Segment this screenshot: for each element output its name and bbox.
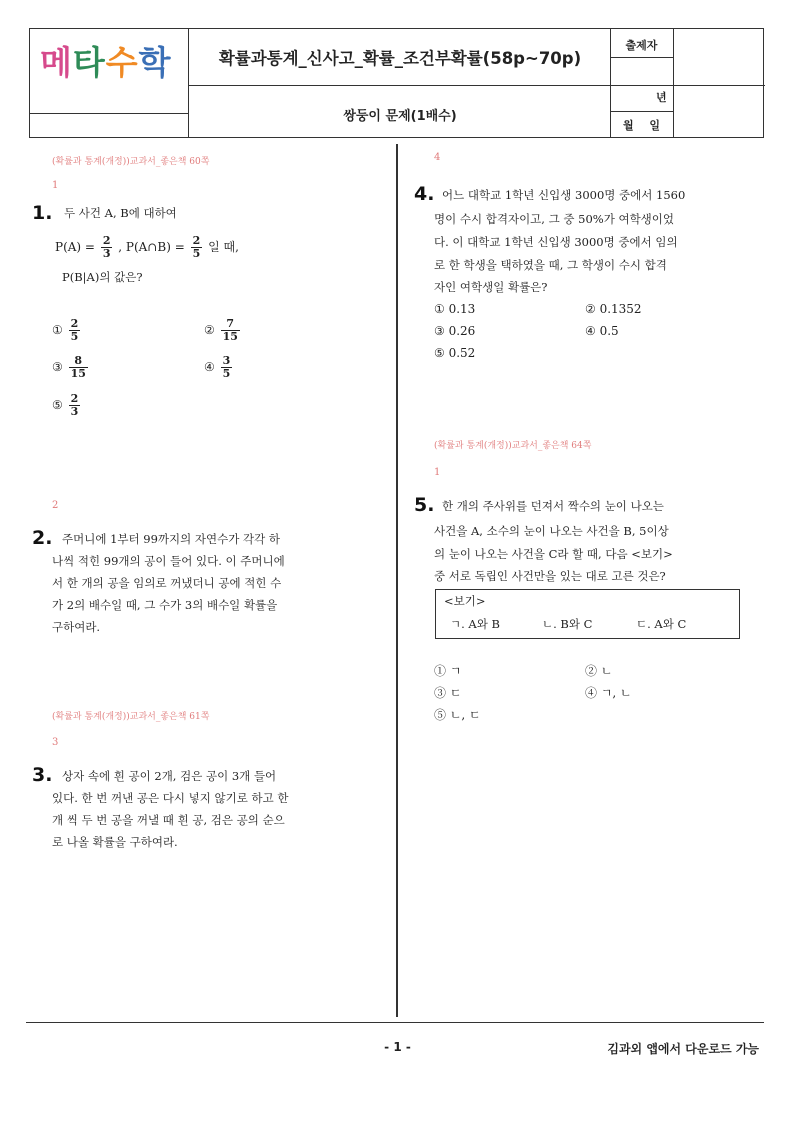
question-number: 2. xyxy=(32,527,53,549)
header-divider xyxy=(30,113,188,114)
answer-option xyxy=(52,393,82,418)
question-number: 3. xyxy=(32,764,53,786)
logo-char: 학 xyxy=(138,43,172,82)
maker-label: 출제자 xyxy=(625,39,658,52)
answer-option xyxy=(204,318,242,343)
monthday-label: 월 일 xyxy=(622,119,661,132)
question-text: 주머니에 1부터 99까지의 자연수가 각각 하 xyxy=(62,532,280,546)
fraction xyxy=(221,318,240,343)
fraction xyxy=(221,355,233,380)
answer-option xyxy=(204,355,234,380)
question-text: 로 나올 확률을 구하여라. xyxy=(52,835,178,849)
answer-option: ③ 0.26 xyxy=(434,324,476,338)
fraction xyxy=(101,235,113,260)
question-text: 명이 수시 합격자이고, 그 중 50%가 여학생이었 xyxy=(434,212,675,226)
numerator: 7 xyxy=(221,318,240,331)
fraction xyxy=(69,318,81,343)
option-mark: ⑤ xyxy=(52,398,63,412)
question-number: 5. xyxy=(414,494,435,516)
question-source: (확률과 통계(개정))교과서_좋은책 64쪽 xyxy=(434,441,592,451)
numerator: 2 xyxy=(70,317,79,330)
question-text: 한 개의 주사위를 던져서 짝수의 눈이 나오는 xyxy=(442,499,664,513)
question-small-number: 4 xyxy=(434,152,441,163)
fraction xyxy=(69,393,81,418)
numerator: 2 xyxy=(102,234,111,247)
answer-option: ② 0.1352 xyxy=(585,302,642,316)
logo xyxy=(40,43,172,83)
question-text: 의 눈이 나오는 사건을 C라 할 때, 다음 <보기> xyxy=(434,547,673,561)
option-mark: ③ xyxy=(52,360,63,374)
answer-option: ⑤ 0.52 xyxy=(434,346,476,360)
header-divider xyxy=(673,29,674,137)
question-source: (확률과 통계(개정))교과서_좋은책 61쪽 xyxy=(52,712,210,722)
question-condition xyxy=(55,232,239,262)
column-divider xyxy=(396,144,398,1017)
question-text: 어느 대학교 1학년 신입생 3000명 중에서 1560 xyxy=(442,188,686,202)
denominator: 3 xyxy=(102,247,111,260)
answer-option: ① ㄱ xyxy=(434,664,462,678)
numerator: 8 xyxy=(69,355,88,368)
condition-tail: 일 때, xyxy=(208,240,239,254)
condition-lhs: P(A) = xyxy=(55,240,95,254)
question-text: 다. 이 대학교 1학년 신입생 3000명 중에서 임의 xyxy=(434,235,678,249)
condition-lhs: , P(A∩B) = xyxy=(118,240,185,254)
year-label: 년 xyxy=(656,91,667,104)
exam-subtitle: 쌍둥이 문제(1배수) xyxy=(343,109,457,124)
question-text: 있다. 한 번 꺼낸 공은 다시 넣지 않기로 하고 한 xyxy=(52,791,289,805)
page-number: - 1 - xyxy=(384,1040,411,1054)
answer-option xyxy=(52,355,90,380)
footer-note: 김과외 앱에서 다운로드 가능 xyxy=(607,1042,759,1056)
answer-option xyxy=(52,318,82,343)
example-box-label: <보기> xyxy=(444,594,486,608)
question-small-number: 3 xyxy=(52,737,59,748)
fraction xyxy=(69,355,88,380)
question-source: (확률과 통계(개정))교과서_좋은책 60쪽 xyxy=(52,157,210,167)
logo-char: 타 xyxy=(72,43,106,82)
question-text: 가 2의 배수일 때, 그 수가 3의 배수일 확률을 xyxy=(52,598,278,612)
example-box-item: ㄱ. A와 B xyxy=(450,617,500,631)
option-mark: ④ xyxy=(204,360,215,374)
exam-header xyxy=(29,28,764,138)
fraction xyxy=(191,235,203,260)
question-text: 두 사건 A, B에 대하여 xyxy=(64,206,177,220)
question-number: 1. xyxy=(32,202,53,224)
option-mark: ① xyxy=(52,323,63,337)
header-divider xyxy=(610,57,673,58)
answer-option: ④ ㄱ, ㄴ xyxy=(585,686,632,700)
numerator: 3 xyxy=(222,354,231,367)
exam-title: 확률과통계_신사고_확률_조건부확률(58p~70p) xyxy=(218,49,582,68)
denominator: 15 xyxy=(70,367,86,380)
answer-option: ① 0.13 xyxy=(434,302,476,316)
header-divider xyxy=(188,85,765,86)
numerator: 2 xyxy=(70,392,79,405)
answer-option: ③ ㄷ xyxy=(434,686,462,700)
header-divider xyxy=(610,111,673,112)
denominator: 5 xyxy=(192,247,201,260)
numerator: 2 xyxy=(192,234,201,247)
footer-rule xyxy=(26,1022,764,1023)
denominator: 5 xyxy=(222,367,231,380)
question-text: 로 한 학생을 택하였을 때, 그 학생이 수시 합격 xyxy=(434,258,667,272)
question-text: P(B|A)의 값은? xyxy=(62,270,143,284)
example-box-item: ㄴ. B와 C xyxy=(542,617,593,631)
example-box-item: ㄷ. A와 C xyxy=(636,617,687,631)
header-divider xyxy=(188,29,189,137)
example-box xyxy=(435,589,740,639)
question-text: 나씩 적힌 99개의 공이 들어 있다. 이 주머니에 xyxy=(52,554,285,568)
question-number: 4. xyxy=(414,183,435,205)
answer-option: ② ㄴ xyxy=(585,664,613,678)
logo-char: 수 xyxy=(105,43,139,82)
question-text: 중 서로 독립인 사건만을 있는 대로 고른 것은? xyxy=(434,569,666,583)
question-text: 구하여라. xyxy=(52,620,101,634)
denominator: 5 xyxy=(70,330,79,343)
question-small-number: 1 xyxy=(52,180,59,191)
question-small-number: 2 xyxy=(52,500,59,511)
answer-option: ⑤ ㄴ, ㄷ xyxy=(434,708,481,722)
denominator: 3 xyxy=(70,405,79,418)
question-text: 서 한 개의 공을 임의로 꺼냈더니 공에 적힌 수 xyxy=(52,576,282,590)
option-mark: ② xyxy=(204,323,215,337)
answer-option: ④ 0.5 xyxy=(585,324,619,338)
question-text: 자인 여학생일 확률은? xyxy=(434,280,548,294)
question-small-number: 1 xyxy=(434,467,441,478)
question-text: 상자 속에 흰 공이 2개, 검은 공이 3개 들어 xyxy=(62,769,277,783)
question-text: 개 씩 두 번 공을 꺼낼 때 흰 공, 검은 공의 순으 xyxy=(52,813,285,827)
question-text: 사건을 A, 소수의 눈이 나오는 사건을 B, 5이상 xyxy=(434,524,669,538)
logo-char: 메 xyxy=(40,43,73,82)
denominator: 15 xyxy=(222,330,238,343)
